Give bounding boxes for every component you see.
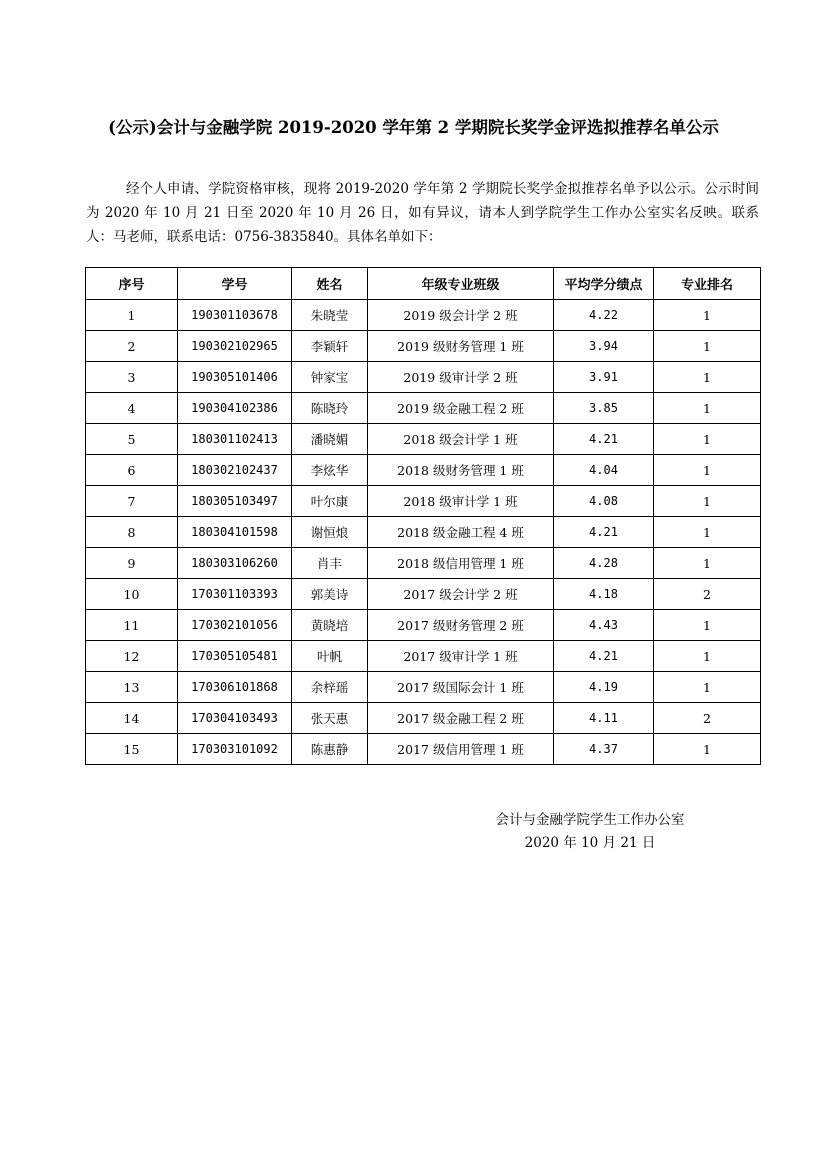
cell-name: 陈惠静 [292, 734, 368, 765]
cell-name: 叶尔康 [292, 486, 368, 517]
cell-rank: 1 [654, 517, 761, 548]
cell-gpa: 4.21 [554, 517, 654, 548]
cell-name: 黄晓培 [292, 610, 368, 641]
cell-class: 2019 级金融工程 2 班 [368, 393, 554, 424]
cell-seq: 7 [86, 486, 178, 517]
cell-name: 钟家宝 [292, 362, 368, 393]
header-gpa: 平均学分绩点 [554, 268, 654, 300]
cell-gpa: 4.37 [554, 734, 654, 765]
cell-gpa: 4.04 [554, 455, 654, 486]
cell-gpa: 4.18 [554, 579, 654, 610]
table-row [86, 393, 761, 424]
cell-student-id: 190304102386 [178, 393, 292, 424]
table-row [86, 331, 761, 362]
cell-gpa: 3.94 [554, 331, 654, 362]
cell-seq: 12 [86, 641, 178, 672]
cell-class: 2018 级财务管理 1 班 [368, 455, 554, 486]
table-row [86, 300, 761, 331]
cell-class: 2017 级财务管理 2 班 [368, 610, 554, 641]
cell-rank: 1 [654, 610, 761, 641]
cell-class: 2018 级信用管理 1 班 [368, 548, 554, 579]
cell-gpa: 4.11 [554, 703, 654, 734]
cell-seq: 8 [86, 517, 178, 548]
intro-paragraph: 经个人申请、学院资格审核，现将 2019-2020 学年第 2 学期院长奖学金拟推荐名单予以公示。公示时间为 2020 年 10 月 21 日至 2020 年 10 月 26 日，如有异议，请本人到学院学生工作办公室实名反映。联系人：马老师，联系电话：0756-3835840。具体名单如下： [86, 181, 759, 245]
issuing-office: 会计与金融学院学生工作办公室 [495, 812, 685, 828]
table-header-row [86, 268, 761, 300]
table-row [86, 548, 761, 579]
cell-gpa: 4.43 [554, 610, 654, 641]
cell-gpa: 4.19 [554, 672, 654, 703]
cell-student-id: 180304101598 [178, 517, 292, 548]
table-row [86, 703, 761, 734]
cell-rank: 1 [654, 734, 761, 765]
cell-class: 2017 级会计学 2 班 [368, 579, 554, 610]
header-student-id: 学号 [178, 268, 292, 300]
table-row [86, 734, 761, 765]
cell-rank: 1 [654, 331, 761, 362]
header-class: 年级专业班级 [368, 268, 554, 300]
cell-seq: 1 [86, 300, 178, 331]
cell-class: 2018 级金融工程 4 班 [368, 517, 554, 548]
header-seq: 序号 [86, 268, 178, 300]
cell-class: 2017 级审计学 1 班 [368, 641, 554, 672]
cell-class: 2017 级信用管理 1 班 [368, 734, 554, 765]
table-row [86, 610, 761, 641]
cell-seq: 10 [86, 579, 178, 610]
cell-gpa: 4.21 [554, 424, 654, 455]
cell-class: 2019 级财务管理 1 班 [368, 331, 554, 362]
cell-rank: 1 [654, 362, 761, 393]
table-row [86, 641, 761, 672]
cell-rank: 1 [654, 486, 761, 517]
table-row [86, 424, 761, 455]
cell-gpa: 4.28 [554, 548, 654, 579]
cell-name: 张天惠 [292, 703, 368, 734]
cell-rank: 1 [654, 455, 761, 486]
cell-rank: 1 [654, 300, 761, 331]
cell-student-id: 170306101868 [178, 672, 292, 703]
cell-seq: 15 [86, 734, 178, 765]
cell-seq: 3 [86, 362, 178, 393]
cell-seq: 4 [86, 393, 178, 424]
cell-name: 朱晓莹 [292, 300, 368, 331]
cell-name: 郭美诗 [292, 579, 368, 610]
nominee-table [85, 267, 761, 765]
header-name: 姓名 [292, 268, 368, 300]
cell-student-id: 190302102965 [178, 331, 292, 362]
cell-name: 叶帆 [292, 641, 368, 672]
cell-seq: 11 [86, 610, 178, 641]
document-title: (公示)会计与金融学院 2019-2020 学年第 2 学期院长奖学金评选拟推荐名单公示 [108, 118, 719, 137]
table-row [86, 672, 761, 703]
cell-gpa: 4.22 [554, 300, 654, 331]
table-row [86, 455, 761, 486]
cell-rank: 1 [654, 424, 761, 455]
table-row [86, 362, 761, 393]
cell-seq: 14 [86, 703, 178, 734]
cell-seq: 9 [86, 548, 178, 579]
cell-name: 李颖轩 [292, 331, 368, 362]
cell-student-id: 170305105481 [178, 641, 292, 672]
cell-gpa: 4.08 [554, 486, 654, 517]
table-body [86, 300, 761, 765]
cell-name: 肖丰 [292, 548, 368, 579]
cell-student-id: 190305101406 [178, 362, 292, 393]
cell-student-id: 170302101056 [178, 610, 292, 641]
cell-student-id: 180303106260 [178, 548, 292, 579]
cell-class: 2018 级会计学 1 班 [368, 424, 554, 455]
table-row [86, 579, 761, 610]
cell-name: 谢恒烺 [292, 517, 368, 548]
cell-student-id: 180301102413 [178, 424, 292, 455]
cell-name: 余梓瑶 [292, 672, 368, 703]
cell-student-id: 170304103493 [178, 703, 292, 734]
cell-name: 李炫华 [292, 455, 368, 486]
cell-rank: 2 [654, 703, 761, 734]
cell-rank: 1 [654, 393, 761, 424]
issue-date: 2020 年 10 月 21 日 [524, 835, 656, 851]
cell-gpa: 3.85 [554, 393, 654, 424]
cell-rank: 2 [654, 579, 761, 610]
cell-student-id: 180302102437 [178, 455, 292, 486]
cell-class: 2018 级审计学 1 班 [368, 486, 554, 517]
cell-class: 2017 级金融工程 2 班 [368, 703, 554, 734]
cell-name: 陈晓玲 [292, 393, 368, 424]
table-row [86, 517, 761, 548]
header-rank: 专业排名 [654, 268, 761, 300]
cell-class: 2019 级审计学 2 班 [368, 362, 554, 393]
cell-rank: 1 [654, 641, 761, 672]
cell-student-id: 180305103497 [178, 486, 292, 517]
cell-rank: 1 [654, 672, 761, 703]
cell-student-id: 170303101092 [178, 734, 292, 765]
cell-gpa: 3.91 [554, 362, 654, 393]
cell-seq: 5 [86, 424, 178, 455]
cell-seq: 13 [86, 672, 178, 703]
table-row [86, 486, 761, 517]
cell-student-id: 190301103678 [178, 300, 292, 331]
cell-gpa: 4.21 [554, 641, 654, 672]
cell-name: 潘晓媚 [292, 424, 368, 455]
cell-class: 2017 级国际会计 1 班 [368, 672, 554, 703]
cell-seq: 2 [86, 331, 178, 362]
cell-student-id: 170301103393 [178, 579, 292, 610]
cell-rank: 1 [654, 548, 761, 579]
cell-seq: 6 [86, 455, 178, 486]
cell-class: 2019 级会计学 2 班 [368, 300, 554, 331]
